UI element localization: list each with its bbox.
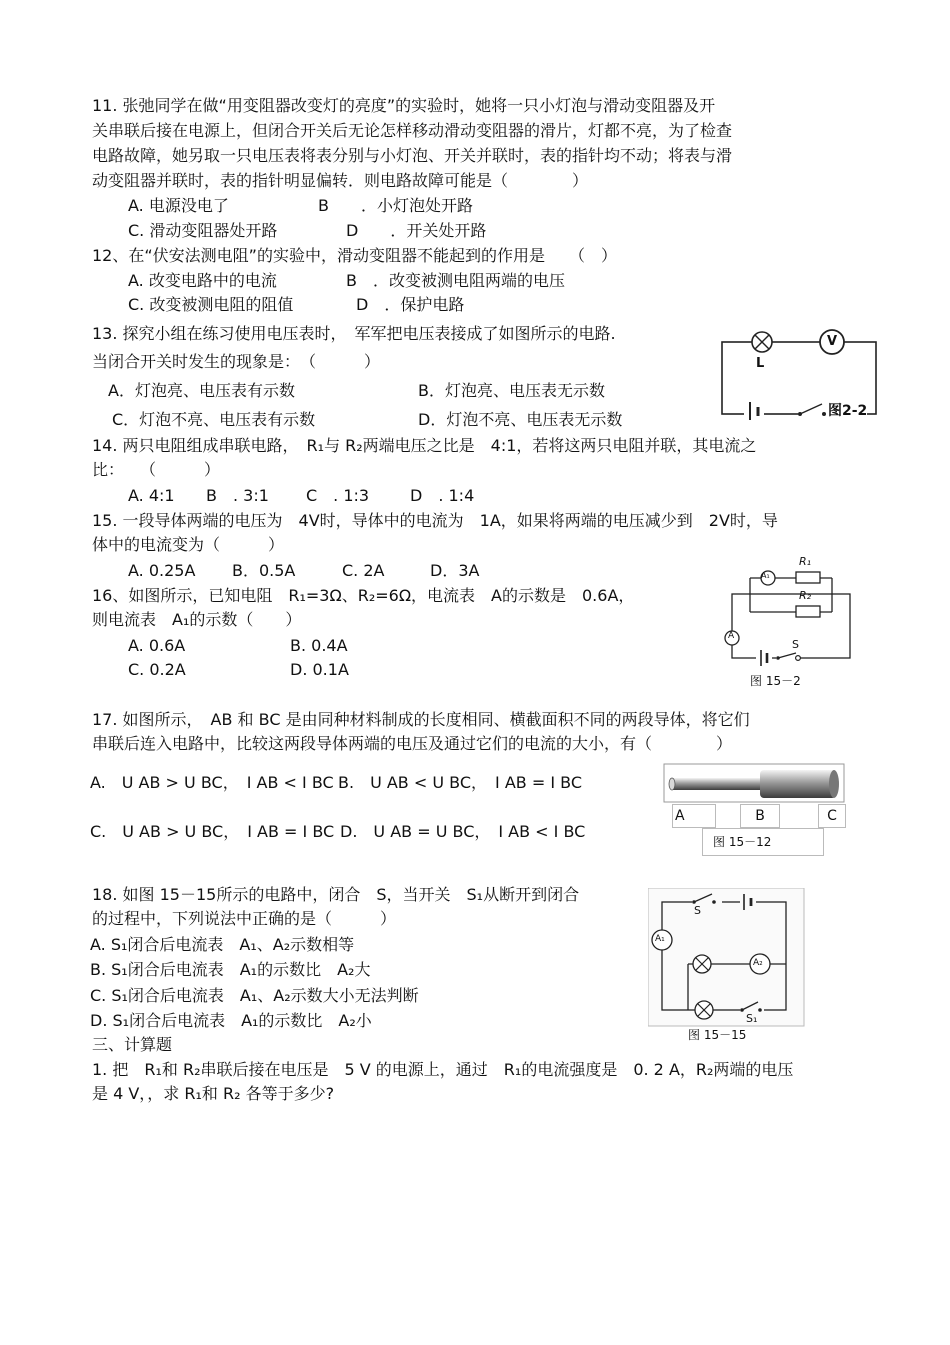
q18-option-c: C. S₁闭合后电流表 A₁、A₂示数大小无法判断 <box>90 986 419 1005</box>
q18-option-d: D. S₁闭合后电流表 A₁的示数比 A₂小 <box>90 1011 372 1030</box>
q13-line-2: 当闭合开关时发生的现象是： （ ） <box>92 352 381 371</box>
label-c: C <box>818 804 846 828</box>
q14-option-d: D . 1:4 <box>410 486 475 505</box>
q15-line-2: 体中的电流变为（ ） <box>92 535 285 554</box>
q17-option-d: D. U AB = U BC， I AB < I BC <box>340 822 586 841</box>
r1-label: R₁ <box>799 555 812 568</box>
q15-option-b: B．0.5A <box>232 561 296 580</box>
figure-caption: 图 15－15 <box>688 1028 747 1042</box>
q11-line-3: 电路故障，她另取一只电压表将表分别与小灯泡、开关并联时，表的指针均不动；将表与滑 <box>92 146 733 165</box>
a1-label: A₁ <box>761 571 770 580</box>
calc-q1-line-2: 是 4 V，，求 R₁和 R₂ 各等于多少? <box>92 1084 335 1103</box>
a-label: A <box>728 631 735 641</box>
q13-circuit-figure <box>718 320 880 420</box>
thin-conductor-ab <box>672 778 762 790</box>
voltmeter-label: V <box>827 334 838 349</box>
q17-conductor-figure <box>660 762 848 858</box>
q17-line-2: 串联后连入电路中，比较这两段导体两端的电压及通过它们的电流的大小，有（ ） <box>92 734 733 753</box>
label-b: B <box>740 804 780 828</box>
a2-label: A₂ <box>753 958 763 968</box>
q12-option-c: C. 改变被测电阻的阻值 <box>128 295 294 314</box>
q11-option-c: C. 滑动变阻器处开路 <box>128 221 278 240</box>
q12-option-d: D ．保护电路 <box>356 295 465 314</box>
q11-option-b: B ．小灯泡处开路 <box>318 196 473 215</box>
s-label: S <box>792 638 799 651</box>
q14-line-1: 14. 两只电阻组成串联电路， R₁与 R₂两端电压之比是 4:1，若将这两只电阻并联，其电流之 <box>92 436 757 455</box>
q11-line-2: 关串联后接在电源上，但闭合开关后无论怎样移动滑动变阻器的滑片，灯都不亮，为了检查 <box>92 121 733 140</box>
q14-option-a: A. 4:1 <box>128 486 175 505</box>
s1-label: S₁ <box>746 1012 758 1025</box>
q15-option-d: D．3A <box>430 561 480 580</box>
q17-line-1: 17. 如图所示， AB 和 BC 是由同种材料制成的长度相同、横截面积不同的两段导体，将它们 <box>92 710 750 729</box>
q13-option-d: D．灯泡不亮、电压表无示数 <box>418 410 623 429</box>
q13-option-a: A．灯泡亮、电压表有示数 <box>108 381 295 400</box>
figure-caption: 图2-2 <box>828 400 867 420</box>
q18-line-2: 的过程中，下列说法中正确的是（ ） <box>92 909 397 928</box>
q14-option-b: B . 3:1 <box>206 486 269 505</box>
q15-option-c: C. 2A <box>342 561 385 580</box>
q13-option-c: C．灯泡不亮、电压表有示数 <box>112 410 316 429</box>
s-label: S <box>694 904 701 917</box>
q14-option-c: C . 1:3 <box>306 486 370 505</box>
q17-option-a: A. U AB > U BC， I AB < I BC <box>90 773 334 792</box>
q16-option-b: B. 0.4A <box>290 636 348 655</box>
r2-label: R₂ <box>799 589 812 602</box>
q16-option-a: A. 0.6A <box>128 636 186 655</box>
q18-option-b: B. S₁闭合后电流表 A₁的示数比 A₂大 <box>90 960 371 979</box>
q18-circuit-figure <box>648 888 808 1042</box>
q17-option-c: C. U AB > U BC， I AB = I BC <box>90 822 335 841</box>
q16-line-1: 16、如图所示，已知电阻 R₁=3Ω、R₂=6Ω，电流表 A的示数是 0.6A， <box>92 586 635 605</box>
q11-line-4: 动变阻器并联时，表的指针明显偏转．则电路故障可能是（ ） <box>92 171 589 190</box>
thick-conductor-bc <box>760 770 836 798</box>
figure-caption: 图 15－2 <box>750 674 801 688</box>
q16-circuit-figure <box>720 552 856 690</box>
q13-option-b: B．灯泡亮、电压表无示数 <box>418 381 605 400</box>
q11-option-a: A. 电源没电了 <box>128 196 229 215</box>
q12-option-a: A. 改变电路中的电流 <box>128 271 277 290</box>
q15-line-1: 15. 一段导体两端的电压为 4V时，导体中的电流为 1A，如果将两端的电压减少到 2V时，导 <box>92 511 778 530</box>
resistor-r1-icon <box>796 572 820 583</box>
q16-option-c: C. 0.2A <box>128 660 186 679</box>
q13-line-1: 13. 探究小组在练习使用电压表时， 军军把电压表接成了如图所示的电路. <box>92 324 616 343</box>
q17-option-b: B. U AB < U BC， I AB = I BC <box>338 773 583 792</box>
section-3-title: 三、计算题 <box>92 1035 173 1054</box>
resistor-r2-icon <box>796 606 820 617</box>
q11-line-1: 11. 张弛同学在做“用变阻器改变灯的亮度”的实验时，她将一只小灯泡与滑动变阻器及开 <box>92 96 716 115</box>
q15-option-a: A. 0.25A <box>128 561 196 580</box>
q12-option-b: B ．改变被测电阻两端的电压 <box>346 271 565 290</box>
q18-line-1: 18. 如图 15－15所示的电路中，闭合 S，当开关 S₁从断开到闭合 <box>92 885 580 904</box>
label-a: A <box>672 804 716 828</box>
lamp-label: L <box>756 356 765 371</box>
q14-line-2: 比： （ ） <box>92 460 221 479</box>
figure-caption: 图 15－12 <box>702 828 824 856</box>
q18-option-a: A. S₁闭合后电流表 A₁、A₂示数相等 <box>90 935 355 954</box>
q16-line-2: 则电流表 A₁的示数（ ） <box>92 610 302 629</box>
calc-q1-line-1: 1. 把 R₁和 R₂串联后接在电压是 5 V 的电源上，通过 R₁的电流强度是 0. 2 A，R₂两端的电压 <box>92 1060 794 1079</box>
q16-option-d: D. 0.1A <box>290 660 349 679</box>
q11-option-d: D ．开关处开路 <box>346 221 487 240</box>
a1-label: A₁ <box>655 934 665 944</box>
q12-line-1: 12、在“伏安法测电阻”的实验中，滑动变阻器不能起到的作用是 （ ） <box>92 246 617 265</box>
